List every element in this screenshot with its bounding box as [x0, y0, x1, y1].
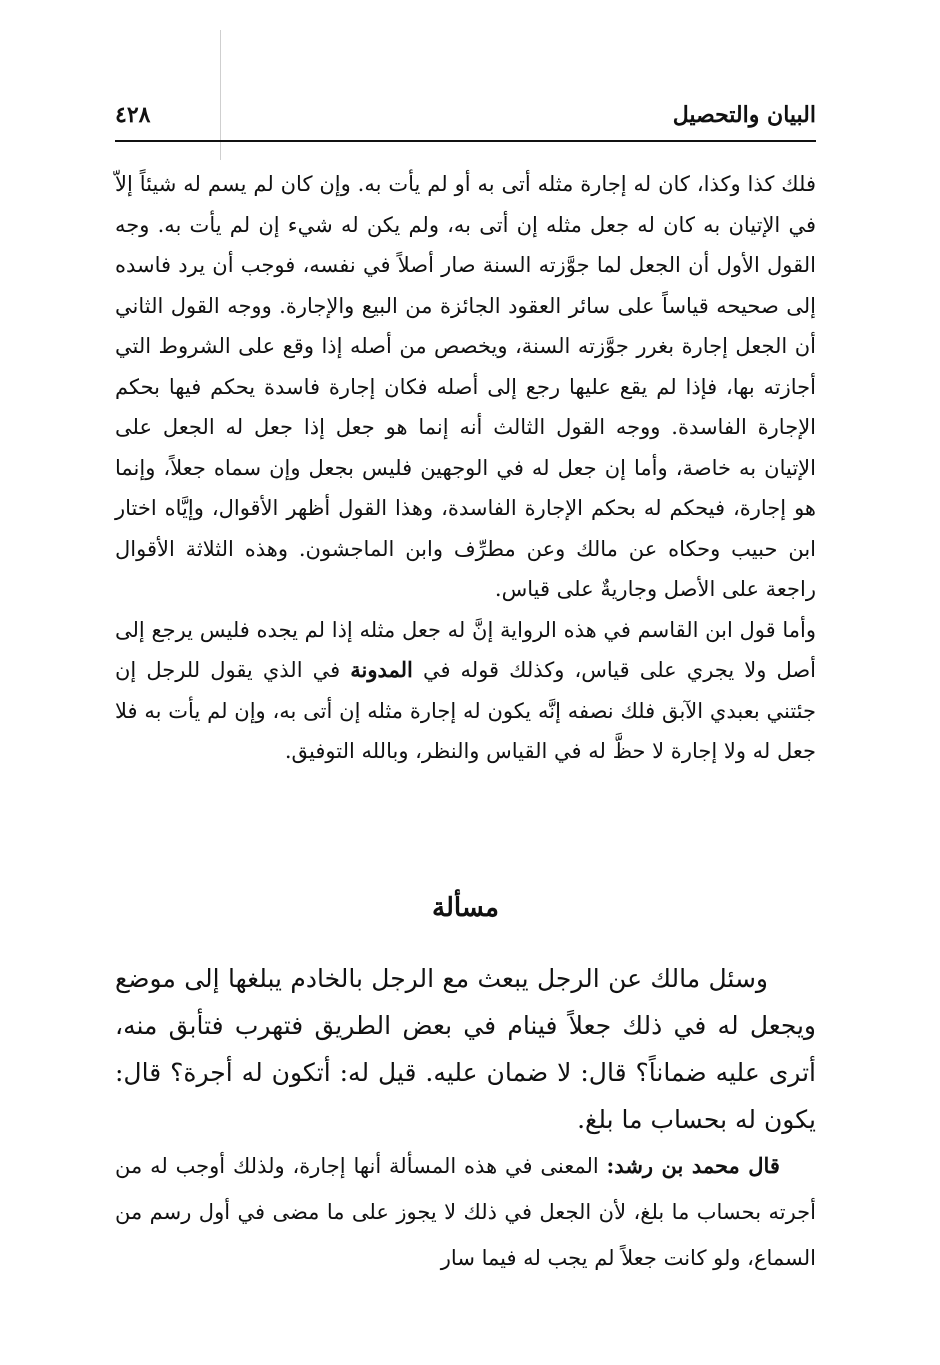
commentary-block [115, 1143, 816, 1281]
header-rule [115, 140, 816, 142]
body-text [115, 164, 816, 772]
paragraph-1: فلك كذا وكذا، كان له إجارة مثله أتى به أو لم يأت به. وإن كان لم يسم له شيئاً إلاّ في الإتيان به كان له جعل مثله إن أتى به، ولم يكن له شيء إن لم يأت به. وجه القول الأول أن الجعل لما جوَّزته السنة صار أصلاً في نفسه، فوجب أن يرد فاسده إلى صحيحه قياساً على سائر العقود الجائزة من البيع والإجارة. ووجه القول الثاني أن الجعل إجارة بغرر جوَّزته السنة، ويخصص من أصله إذا وقع على الشروط التي أجازته بها، فإذا لم يقع عليها رجع إلى أصله فكان إجارة فاسدة يحكم فيها بحكم الإجارة الفاسدة. ووجه القول الثالث أنه إنما هو جعل إذا جعل له الجعل على الإتيان به خاصة، وأما إن جعل له في الوجهين فليس بجعل وإن سماه جعلاً، وإنما هو إجارة، فيحكم له بحكم الإجارة الفاسدة، وهذا القول أظهر الأقوال، وإيَّاه اختار ابن حبيب وحكاه عن مالك وعن مطرِّف وابن الماجشون. وهذه الثلاثة الأقوال راجعة على الأصل وجاريةٌ على قياس. [115, 172, 816, 601]
commentary-lead: قال محمد بن رشد: [606, 1153, 780, 1178]
paragraph-2 [115, 610, 816, 772]
running-title: البيان والتحصيل [672, 102, 816, 128]
question-text: وسئل مالك عن الرجل يبعث مع الرجل بالخادم يبلغها إلى موضع ويجعل له في ذلك جعلاً فينام في بعض الطريق فتهرب فتأبق منه، أترى عليه ضماناً؟ قال: لا ضمان عليه. قيل له: أتكون له أجرة؟ قال: يكون له بحساب ما بلغ. [115, 964, 816, 1134]
paragraph-2-before: وأما قول ابن القاسم في هذه الرواية إنَّ له جعل مثله إذا لم يجده فليس يرجع إلى أصل ولا يجري على قياس، وكذلك قوله في [115, 617, 817, 682]
mudawwana-reference: المدونة [350, 657, 413, 682]
commentary-paragraph [115, 1143, 816, 1281]
question-block [115, 955, 816, 1143]
paragraph-2-after: في الذي يقول للرجل إن جئتني بعبدي الآبق فلك نصفه إنَّه يكون له إجارة مثله إن أتى به، وإن لم يأت به فلا جعل له ولا إجارة لا حظَّ له في القياس والنظر، وبالله التوفيق. [115, 658, 816, 763]
section-heading: مسألة [432, 893, 499, 923]
page-header [115, 100, 816, 136]
page-number: ٤٢٨ [115, 102, 151, 128]
commentary-text: المعنى في هذه المسألة أنها إجارة، ولذلك أوجب له من أجرته بحساب ما بلغ، لأن الجعل في ذلك لا يجوز على ما مضى في أول رسم من السماع، ولو كانت جعلاً لم يجب له فيما سار [115, 1154, 816, 1270]
